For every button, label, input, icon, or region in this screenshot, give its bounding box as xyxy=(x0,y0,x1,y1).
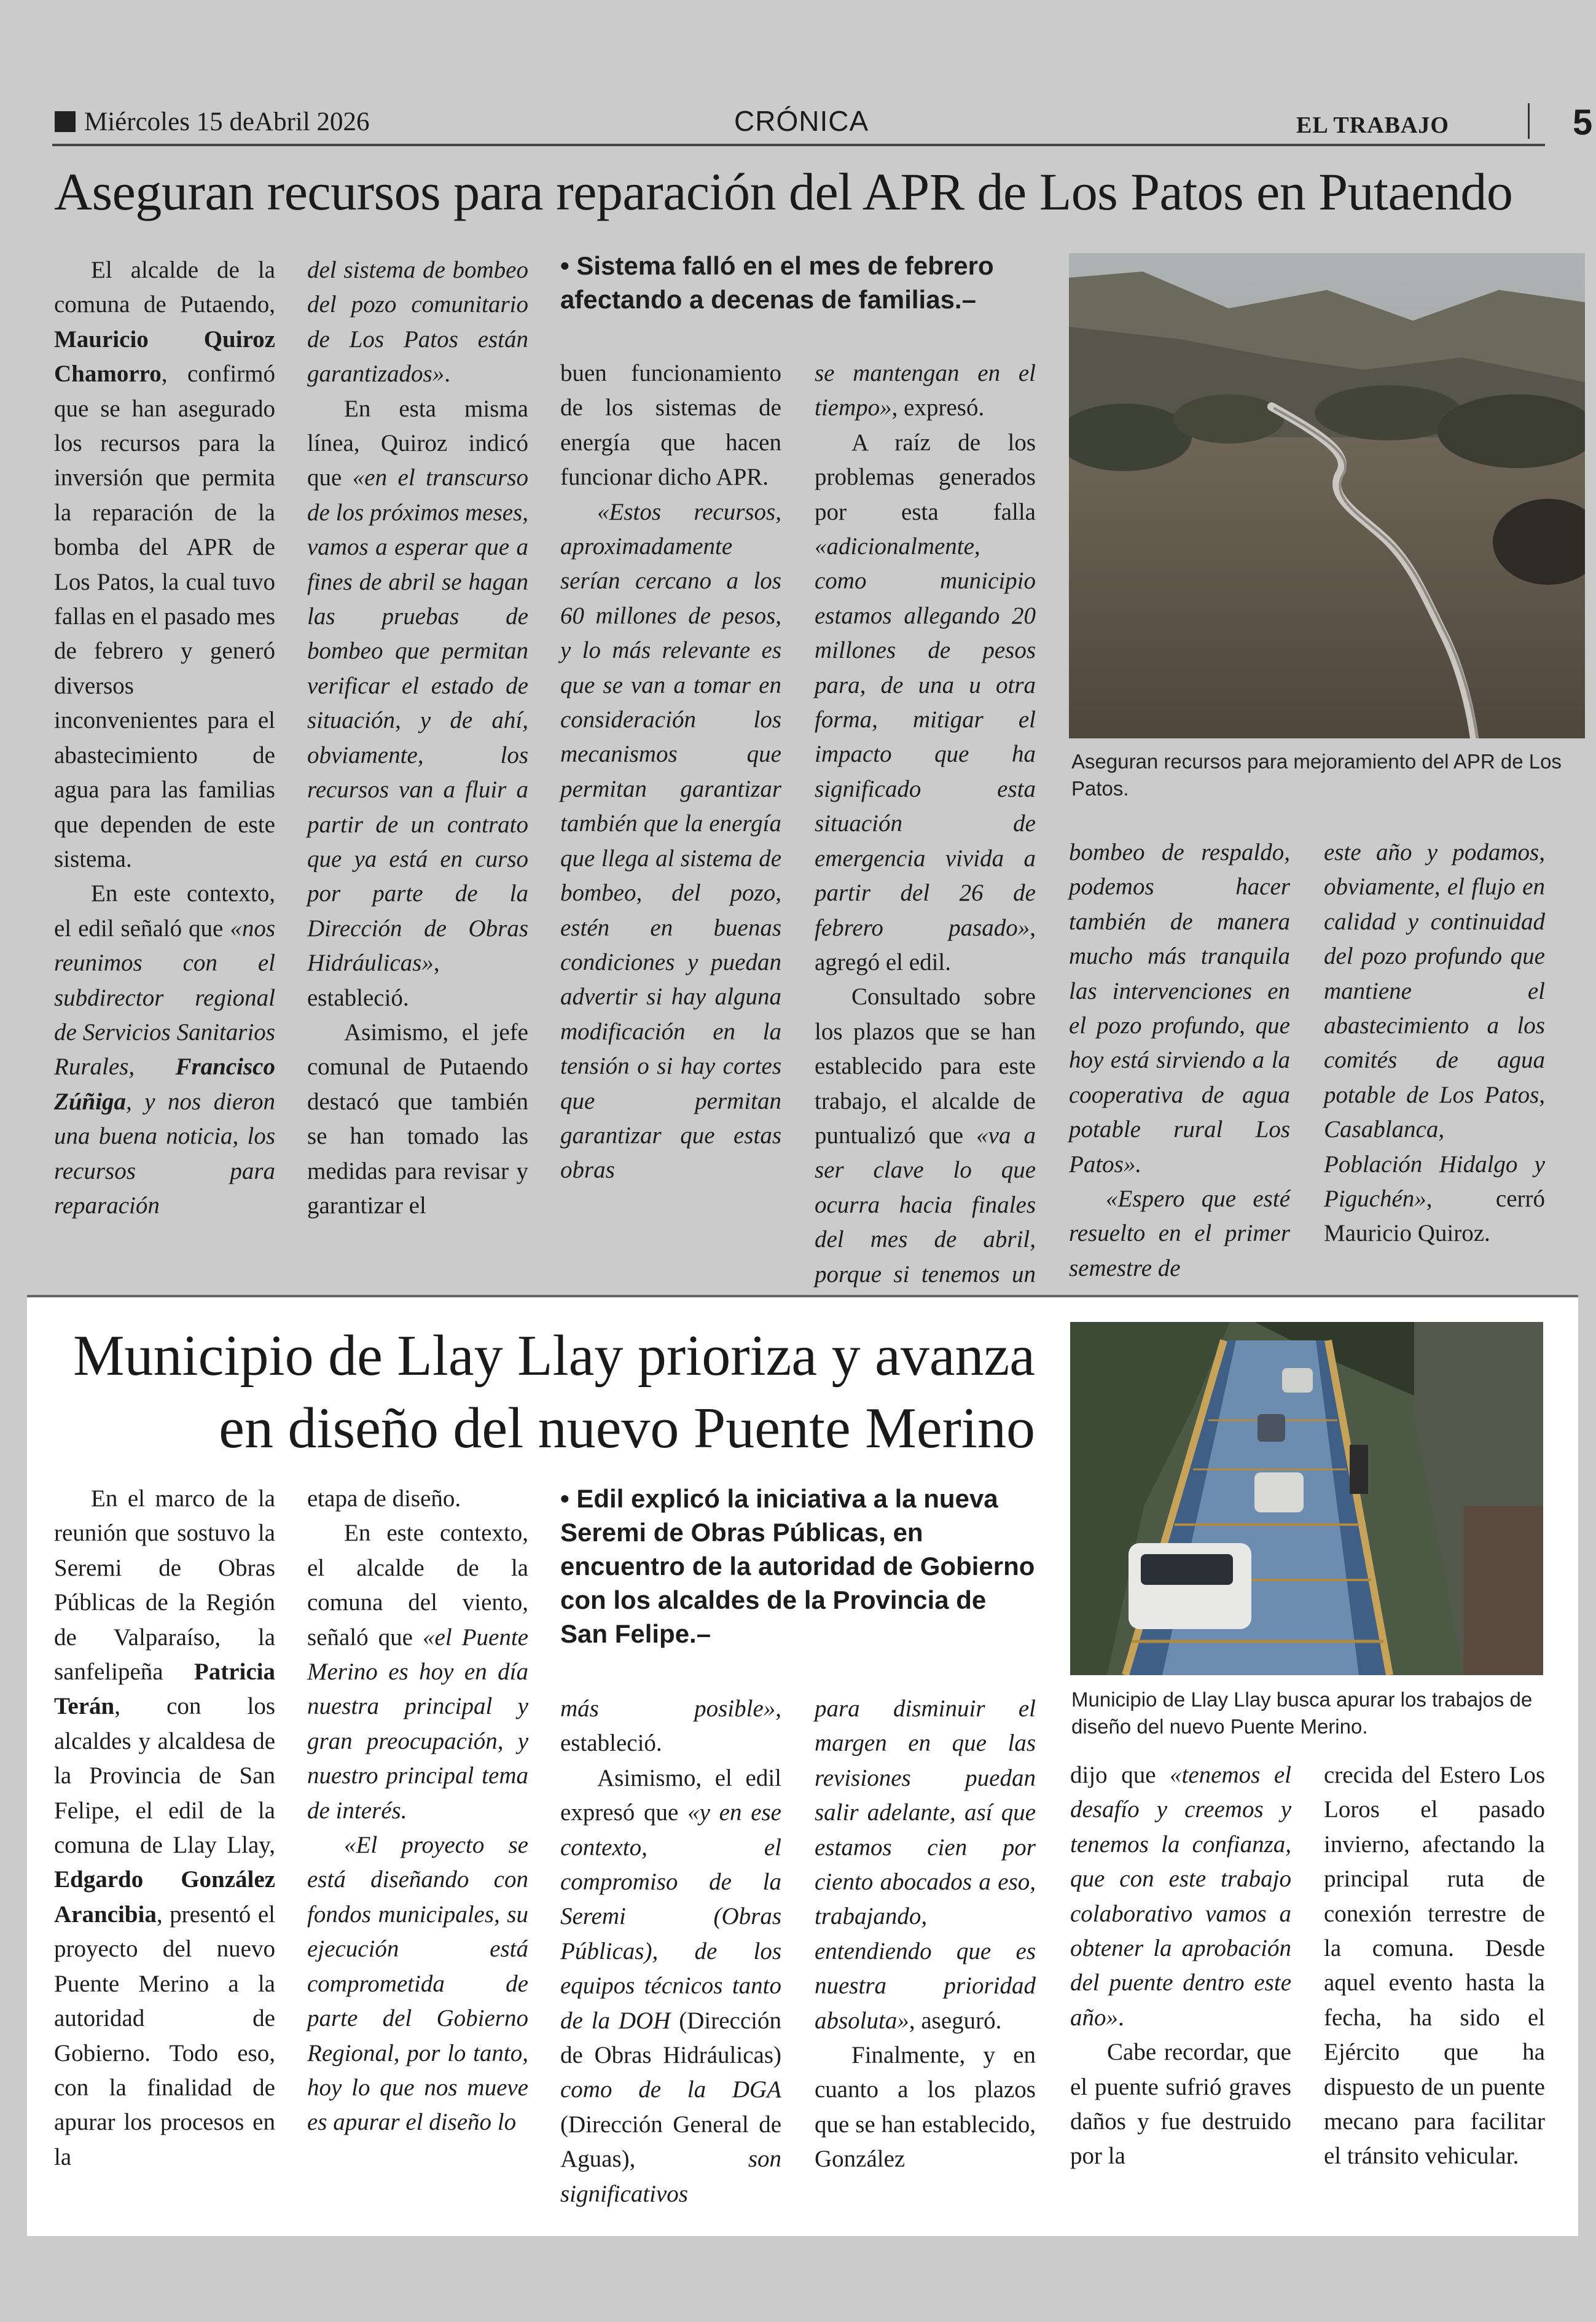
article2-column-5: dijo que «tenemos el desafío y creemos y tenemos la confianza, que con este trabajo colaborativo vamos a obtener la aprobación del puente dentro este año». Cabe recordar, que el puente sufrió graves daños y fue destruido por la xyxy=(1070,1762,1291,2170)
article1-photo xyxy=(1069,253,1585,738)
article1-deck: • Sistema falló en el mes de febrero afectando a decenas de familias.– xyxy=(560,251,994,314)
article1-column-3: buen funcionamiento de los sistemas de energía que hacen funcionar dicho APR. «Estos recursos, aproximadamente serían cercano a los 60 millones de pesos, y lo más relevante es que se van a tomar en consideración los mecanismos que permitan garantizar también que la energía que llega al sistema de bombeo, del pozo, estén en buenas condiciones y puedan advertir si hay alguna modificación en la tensión o si hay cortes que permitan garantizar que estas obras xyxy=(560,360,781,1184)
bridge-traffic-photo xyxy=(1070,1322,1543,1675)
article1-photo-caption: Aseguran recursos para mejoramiento del APR de Los Patos. xyxy=(1071,750,1562,800)
header-square-icon xyxy=(55,111,76,132)
section-name: CRÓNICA xyxy=(734,105,869,137)
article2-column-6: crecida del Estero Los Loros el pasado invierno, afectando la principal ruta de conexión terrestre de la comuna. Desde aquel evento hasta la fecha, ha sido el Ejército que ha dispuesto de un puente mecano para facilitar el tránsito vehicular. xyxy=(1324,1762,1545,2170)
article2-column-4: para disminuir el margen en que las revisiones puedan salir adelante, así que estamos cien por ciento abocados a eso, trabajando, entendiendo que es nuestra prioridad absoluta», aseguró. Finalmente, y en cuanto a los plazos que se han establecido, González xyxy=(815,1695,1036,2173)
article1-column-2: del sistema de bombeo del pozo comunitario de Los Patos están garantizados». En esta misma línea, Quiroz indicó que «en el transcurso de los próximos meses, vamos a esperar que a fines de abril se hagan las pruebas de bombeo que permitan verificar el estado de situación, y de ahí, obviamente, los recursos van a fluir a partir de un contrato que ya está en curso por parte de la Dirección de Obras Hidráulicas», estableció. Asimismo, el jefe comunal de Putaendo destacó que también se han tomado las medidas para revisar y garantizar el xyxy=(307,257,529,1219)
article1-column-1: El alcalde de la comuna de Putaendo, Mauricio Quiroz Chamorro, confirmó que se han asegurado los recursos para la inversión que permita la reparación de la bomba del APR de Los Patos, la cual tuvo fallas en el pasado mes de febrero y generó diversos inconvenientes para el abastecimiento de agua para las familias que dependen de este sistema. En este contexto, el edil señaló que «nos reunimos con el subdirector regional de Servicios Sanitarios Rurales, Francisco Zúñiga, y nos dieron una buena noticia, los recursos para reparación xyxy=(54,257,275,1219)
article1-column-5: bombeo de respaldo, podemos hacer también de manera mucho más tranquila las intervenciones en el pozo profundo, que hoy está sirviendo a la cooperativa de agua potable rural Los Patos». «Espero que esté resuelto en el primer semestre de xyxy=(1069,839,1290,1281)
newspaper-name: EL TRABAJO xyxy=(1296,112,1449,138)
article1-column-4: se mantengan en el tiempo», expresó. A raíz de los problemas generados por esta falla «adicionalmente, como municipio estamos allegando 20 millones de pesos para, de una u otra forma, mitigar el impacto que ha significado esta situación de emergencia vivida a partir del 26 de febrero pasado», agregó el edil. Consultado sobre los plazos que se han establecido para este trabajo, el alcalde de puntualizó que «va a ser clave lo que ocurra hacia finales del mes de abril, porque si tenemos un xyxy=(815,360,1036,1288)
article2-photo-caption: Municipio de Llay Llay busca apurar los trabajos de diseño del nuevo Puente Merino. xyxy=(1071,1688,1533,1738)
page-number: 5 xyxy=(1573,103,1593,143)
issue-date: Miércoles 15 deAbril 2026 xyxy=(84,108,370,136)
header-divider xyxy=(1528,103,1530,139)
article2-column-2: etapa de diseño. En este contexto, el alcalde de la comuna del viento, señaló que «el Puente Merino es hoy en día nuestra principal y gran preocupación, y nuestro principal tema de interés. «El proyecto se está diseñando con fondos municipales, su ejecución está comprometida de parte del Gobierno Regional, por lo tanto, hoy lo que nos mueve es apurar el diseño lo xyxy=(307,1485,528,2136)
dry-field-hose-photo xyxy=(1069,253,1585,738)
page-header xyxy=(52,103,1593,146)
article2-photo xyxy=(1070,1322,1543,1675)
article2-column-3: más posible», estableció. Asimismo, el edil expresó que «y en ese contexto, el compromiso de la Seremi (Obras Públicas), de los equipos técnicos tanto de la DOH (Dirección de Obras Hidráulicas) como de la DGA (Dirección General de Aguas), son significativos xyxy=(560,1695,781,2207)
article2-headline: Municipio de Llay Llay prioriza y avanza en diseño del nuevo Puente Merino xyxy=(72,1324,1035,1460)
article2-column-1: En el marco de la reunión que sostuvo la Seremi de Obras Públicas de la Región de Valparaíso, la sanfelipeña Patricia Terán, con los alcaldes y alcaldesa de la Provincia de San Felipe, el edil de la comuna de Llay Llay, Edgardo González Arancibia, presentó el proyecto del nuevo Puente Merino a la autoridad de Gobierno. Todo eso, con la finalidad de apurar los procesos en la xyxy=(54,1485,275,2170)
article1-headline: Aseguran recursos para reparación del APR de Los Patos en Putaendo xyxy=(54,162,1513,221)
article2-deck: • Edil explicó la iniciativa a la nueva Seremi de Obras Públicas, en encuentro de la autoridad de Gobierno con los alcaldes de la Provincia de San Felipe.– xyxy=(560,1484,1035,1648)
article1-column-6: este año y podamos, obviamente, el flujo en calidad y continuidad del pozo profundo que mantiene el abastecimiento a los comités de agua potable de Los Patos, Casablanca, Población Hidalgo y Piguchén», cerró Mauricio Quiroz. xyxy=(1324,839,1545,1247)
